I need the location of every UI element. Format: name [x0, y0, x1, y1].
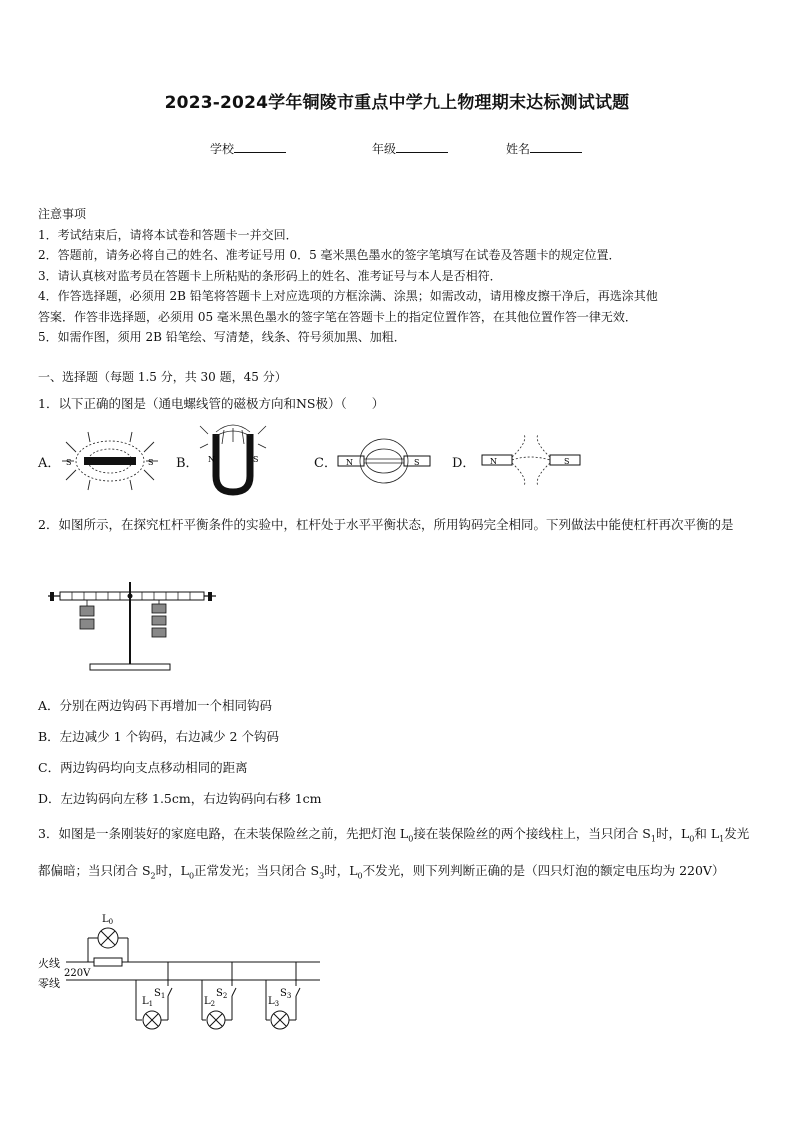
q3-text: 和 L	[694, 826, 720, 841]
q1-b-left-pole: N	[208, 455, 215, 464]
notes-item: 答案．作答非选择题，必须用 05 毫米黑色墨水的签字笔在答题卡上的指定位置作答，在其他位置作答一律无效．	[38, 309, 637, 324]
question-3-stem	[38, 818, 760, 891]
section-heading: 一、选择题（每题 1.5 分，共 30 题，45 分）	[38, 370, 287, 384]
name-field[interactable]	[506, 140, 582, 157]
q3-text: 不发光，则下列判断正确的是（四只灯泡的额定电压均为 220V）	[362, 862, 725, 878]
q1-d-right-pole: S	[564, 457, 570, 466]
q2-choice-c: C．两边钩码均向支点移动相同的距离	[38, 760, 248, 775]
question-2-stem: 2．如图所示，在探究杠杆平衡条件的实验中，杠杆处于水平平衡状态，所用钩码完全相同。下列做法中能使杠杆再次平衡的是	[38, 517, 734, 532]
school-blank[interactable]	[234, 140, 286, 153]
zero-wire-label: 零线	[38, 977, 60, 990]
svg-text:L2: $L_2$	[204, 996, 216, 1008]
q1-option-d-figure	[478, 432, 584, 488]
question-1-stem: 1．以下正确的图是（通电螺线管的磁极方向和NS极）（ ）	[38, 396, 385, 411]
q1-c-right-pole: S	[414, 458, 420, 467]
notes-item: 1．考试结束后，请将本试卷和答题卡一并交回．	[38, 227, 298, 242]
q1-option-c-figure	[334, 434, 434, 488]
q3-sub: 0	[357, 871, 363, 880]
svg-text:L3: $L_3$	[268, 996, 280, 1008]
q1-option-b-figure	[198, 424, 268, 496]
q3-text: 时，L	[324, 862, 358, 878]
school-field[interactable]	[210, 140, 286, 157]
page-title: 2023-2024学年铜陵市重点中学九上物理期末达标测试试题	[164, 93, 630, 113]
lamp-l0-label: $L_0$	[102, 914, 114, 926]
svg-text:S3: $S_3$	[280, 988, 292, 1000]
q3-sub: 1	[719, 834, 725, 844]
name-blank[interactable]	[530, 140, 582, 153]
q1-option-c-label: C．	[314, 456, 337, 471]
q2-choice-a: A．分别在两边钩码下再增加一个相同钩码	[38, 698, 273, 713]
q3-sub: 0	[689, 834, 695, 844]
svg-text:S1: $S_1$	[154, 988, 166, 1000]
branch-2	[202, 962, 236, 1029]
notes-heading: 注意事项	[38, 207, 87, 221]
voltage-label: 220V	[64, 968, 91, 979]
q3-text: 3．如图是一条刚装好的家庭电路，在未装保险丝之前，先把灯泡 L	[38, 826, 409, 841]
q1-b-right-pole: S	[253, 455, 259, 464]
q1-option-a-figure	[60, 428, 160, 494]
fire-wire-label: 火线	[38, 957, 60, 970]
q3-text: 时，L	[655, 826, 690, 841]
branch-1	[136, 962, 172, 1029]
q3-sub: 0	[408, 834, 414, 844]
notes-block	[38, 204, 758, 348]
q3-text: 时，L	[155, 862, 189, 878]
svg-text:L1: $L_1$	[142, 996, 154, 1008]
q3-text: 接在装保险丝的两个接线柱上，当只闭合 S	[413, 826, 651, 841]
q2-choice-d: D．左边钩码向左移 1.5cm，右边钩码向右移 1cm	[38, 791, 322, 806]
q1-d-left-pole: N	[490, 457, 497, 466]
q1-a-right-pole: S	[148, 458, 154, 467]
q3-sub: 0	[188, 871, 195, 880]
q1-option-d-label: D．	[452, 456, 476, 471]
grade-label: 年级	[372, 142, 397, 156]
branch-3	[266, 962, 300, 1029]
grade-field[interactable]	[372, 140, 448, 157]
q3-sub: 1	[650, 834, 656, 844]
q1-a-left-pole: S	[66, 458, 72, 467]
q1-option-a-label: A．	[38, 456, 61, 471]
q1-option-b-label: B．	[176, 456, 199, 471]
q3-sub: 2	[150, 871, 156, 880]
name-label: 姓名	[506, 142, 531, 156]
q3-sub: 3	[319, 871, 325, 880]
notes-item: 3．请认真核对监考员在答题卡上所粘贴的条形码上的姓名、准考证号与本人是否相符．	[38, 268, 502, 283]
grade-blank[interactable]	[396, 140, 448, 153]
q1-c-left-pole: N	[346, 458, 353, 467]
q3-text: 正常发光；当只闭合 S	[194, 862, 320, 878]
bar-magnet	[84, 457, 136, 465]
household-circuit-figure	[36, 908, 336, 1034]
notes-item: 4．作答选择题，必须用 2B 铅笔将答题卡上对应选项的方框涂满、涂黑；如需改动，请用橡皮擦干净后，再选涂其他	[38, 289, 658, 303]
notes-item: 2．答题前，请务必将自己的姓名、准考证号用 0．5 毫米黑色墨水的签字笔填写在试卷及答题卡的规定位置．	[38, 248, 621, 262]
svg-text:S2: $S_2$	[216, 988, 228, 1000]
school-label: 学校	[210, 142, 235, 156]
notes-item: 5．如需作图，须用 2B 铅笔绘、写清楚，线条、符号须加黑、加粗．	[38, 330, 406, 344]
q3-text: 发光都偏暗；当只闭合 S	[38, 826, 750, 878]
q2-choice-b: B．左边减少 1 个钩码，右边减少 2 个钩码	[38, 729, 279, 744]
lever-apparatus-figure	[44, 576, 220, 676]
